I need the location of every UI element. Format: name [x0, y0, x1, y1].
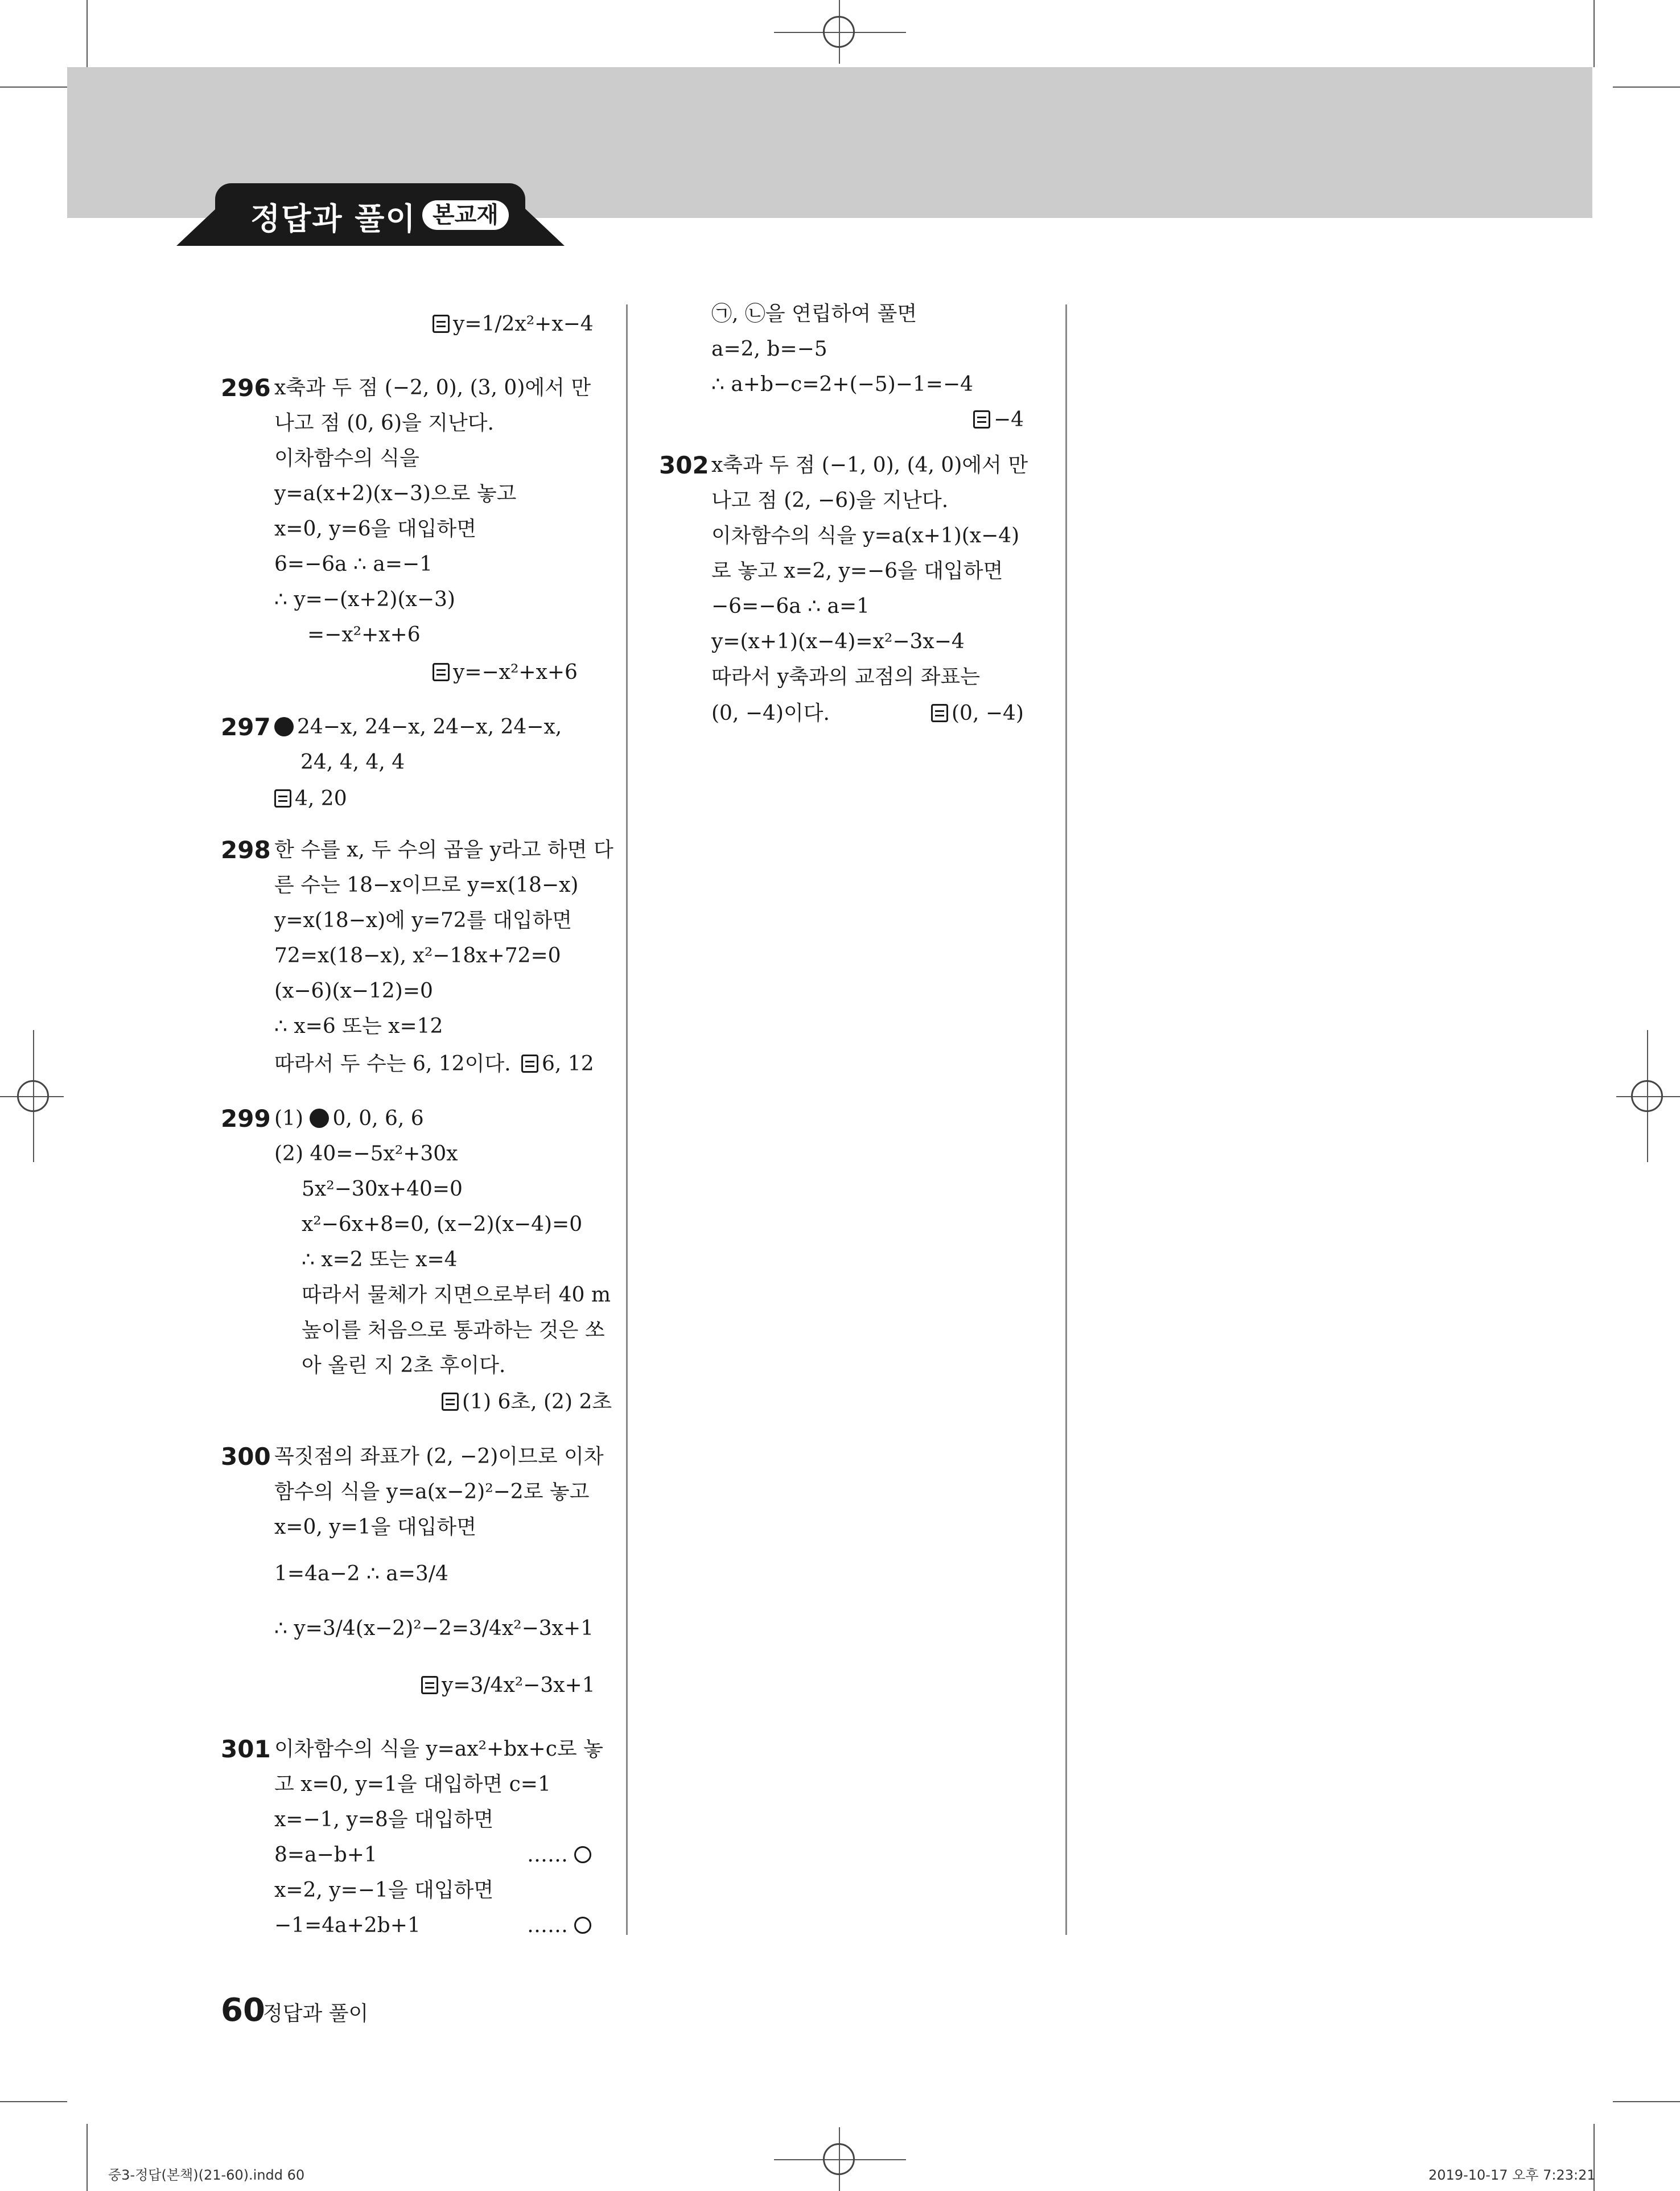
solution-line: 로 놓고 x=2, y=−6을 대입하면 — [711, 559, 1003, 583]
solution-line: ∴ y=−(x+2)(x−3) — [274, 588, 455, 611]
answer-line — [433, 312, 594, 337]
crop-mark — [1613, 87, 1680, 88]
solution-line — [274, 715, 562, 740]
solution-line: y=x(18−x)에 y=72를 대입하면 — [274, 909, 573, 932]
solution-line: x=−1, y=8을 대입하면 — [274, 1808, 494, 1831]
solution-line: y=a(x+2)(x−3)으로 놓고 — [274, 482, 517, 505]
solution-line: 나고 점 (0, 6)을 지난다. — [274, 411, 494, 435]
problem-number: 299 — [221, 1105, 271, 1132]
header-tab-edge — [176, 208, 216, 246]
solution-line: 높이를 처음으로 통과하는 것은 쏘 — [302, 1319, 605, 1342]
answer-text: 4, 20 — [295, 787, 347, 810]
solution-line: 따라서 y축과의 교점의 좌표는 — [711, 665, 980, 689]
solution-line: −6=−6a ∴ a=1 — [711, 595, 870, 618]
solution-line: x=0, y=1을 대입하면 — [274, 1515, 476, 1539]
problem-number: 302 — [659, 451, 709, 479]
crop-mark — [0, 2101, 67, 2102]
solution-line: x²−6x+8=0, (x−2)(x−4)=0 — [302, 1213, 583, 1236]
solution-line: x=0, y=6을 대입하면 — [274, 517, 476, 541]
solution-line: 따라서 두 수는 6, 12이다. — [274, 1052, 511, 1076]
solution-line: 1=4a−2 ∴ a=3/4 — [274, 1562, 448, 1585]
answer-line — [433, 660, 578, 685]
print-timestamp: 2019-10-17 오후 7:23:21 — [1428, 2167, 1596, 2183]
solution-line: a=2, b=−5 — [711, 337, 827, 361]
equation-tag — [527, 1843, 591, 1868]
crop-mark — [1613, 2101, 1680, 2102]
section-badge: 본교재 — [422, 200, 509, 230]
answer-icon — [433, 663, 450, 681]
answer-line — [274, 786, 347, 812]
crop-mark — [87, 2124, 88, 2191]
answer-icon — [442, 1393, 459, 1411]
solution-text: 24−x, 24−x, 24−x, 24−x, — [297, 715, 562, 739]
solution-line: 함수의 식을 y=a(x−2)²−2로 놓고 — [274, 1480, 590, 1504]
registration-circle — [1631, 1080, 1663, 1112]
solution-line: −1=4a+2b+1 — [274, 1914, 421, 1937]
registration-circle — [823, 2143, 855, 2175]
answer-icon — [274, 789, 291, 808]
dots: …… — [527, 1914, 568, 1937]
problem-number: 296 — [221, 374, 271, 402]
crop-mark — [0, 87, 67, 88]
problem-number: 301 — [221, 1735, 271, 1763]
answer-line — [521, 1052, 594, 1077]
solution-line: 른 수는 18−x이므로 y=x(18−x) — [274, 874, 579, 897]
header-tab-edge — [525, 208, 565, 246]
solution-line — [274, 1106, 424, 1131]
page-title: 정답과 풀이 — [250, 201, 417, 237]
answer-line — [973, 407, 1024, 433]
circled-giyeok-icon — [574, 1846, 591, 1863]
solution-line: (2) 40=−5x²+30x — [274, 1142, 458, 1165]
answer-line — [931, 701, 1024, 726]
answer-text: (0, −4) — [952, 702, 1024, 725]
answer-line — [442, 1390, 612, 1415]
problem-number: 300 — [221, 1443, 271, 1471]
solution-line: 5x²−30x+40=0 — [302, 1177, 463, 1201]
answer-text: y=1/2x²+x−4 — [453, 312, 594, 336]
solution-line: 고 x=0, y=1을 대입하면 c=1 — [274, 1773, 551, 1796]
column-divider — [1065, 304, 1067, 1935]
answer-text: y=3/4x²−3x+1 — [442, 1674, 595, 1697]
answer-icon — [433, 315, 450, 333]
solution-line: 이차함수의 식을 y=a(x+1)(x−4) — [711, 524, 1020, 547]
answer-icon — [931, 704, 948, 722]
footer-label: 정답과 풀이 — [263, 2002, 369, 2025]
solution-line: x축과 두 점 (−1, 0), (4, 0)에서 만 — [711, 454, 1028, 477]
dots: …… — [527, 1843, 568, 1867]
registration-circle — [823, 16, 855, 48]
file-slug: 중3-정답(본책)(21-60).indd 60 — [108, 2167, 305, 2183]
crop-mark — [1593, 0, 1595, 67]
column-divider — [626, 304, 628, 1935]
answer-icon — [421, 1676, 438, 1694]
answer-text: (1) 6초, (2) 2초 — [462, 1390, 612, 1414]
solution-icon — [310, 1109, 329, 1128]
solution-line: =−x²+x+6 — [307, 623, 421, 646]
answer-line — [421, 1673, 595, 1698]
problem-number: 298 — [221, 836, 271, 864]
solution-line: (0, −4)이다. — [711, 702, 830, 725]
solution-line: 8=a−b+1 — [274, 1843, 377, 1867]
equation-tag — [527, 1913, 591, 1938]
solution-line: 이차함수의 식을 y=ax²+bx+c로 놓 — [274, 1737, 603, 1761]
solution-line: 아 올린 지 2초 후이다. — [302, 1354, 506, 1377]
answer-icon — [973, 410, 990, 429]
solution-line: 6=−6a ∴ a=−1 — [274, 553, 433, 576]
solution-line: 나고 점 (2, −6)을 지난다. — [711, 489, 949, 512]
part-label: (1) — [274, 1107, 310, 1130]
solution-line: x=2, y=−1을 대입하면 — [274, 1879, 494, 1902]
problem-number: 297 — [221, 713, 271, 741]
solution-line: ∴ y=3/4(x−2)²−2=3/4x²−3x+1 — [274, 1617, 594, 1640]
solution-line: (x−6)(x−12)=0 — [274, 979, 433, 1003]
registration-circle — [17, 1080, 49, 1112]
solution-line: 한 수를 x, 두 수의 곱을 y라고 하면 다 — [274, 838, 613, 862]
solution-line: 24, 4, 4, 4 — [300, 751, 405, 774]
circled-nieun-icon — [574, 1917, 591, 1934]
answer-text: −4 — [994, 408, 1024, 431]
solution-line: 따라서 물체가 지면으로부터 40 m — [302, 1283, 611, 1307]
page-number: 60 — [221, 1992, 265, 2029]
solution-icon — [274, 717, 294, 736]
solution-line: 꼭짓점의 좌표가 (2, −2)이므로 이차 — [274, 1445, 604, 1468]
solution-line: x축과 두 점 (−2, 0), (3, 0)에서 만 — [274, 376, 591, 400]
solution-text: 0, 0, 6, 6 — [332, 1107, 424, 1130]
solution-line: ∴ a+b−c=2+(−5)−1=−4 — [711, 373, 974, 396]
solution-line: 72=x(18−x), x²−18x+72=0 — [274, 944, 561, 967]
solution-line: ㉠, ㉡을 연립하여 풀면 — [711, 302, 917, 326]
solution-line: 이차함수의 식을 — [274, 447, 419, 470]
answer-icon — [521, 1055, 538, 1073]
solution-line: ∴ x=6 또는 x=12 — [274, 1015, 443, 1038]
solution-line: ∴ x=2 또는 x=4 — [302, 1248, 458, 1271]
answer-text: y=−x²+x+6 — [453, 661, 578, 684]
crop-mark — [87, 0, 88, 67]
answer-text: 6, 12 — [542, 1052, 594, 1076]
solution-line: y=(x+1)(x−4)=x²−3x−4 — [711, 630, 965, 653]
